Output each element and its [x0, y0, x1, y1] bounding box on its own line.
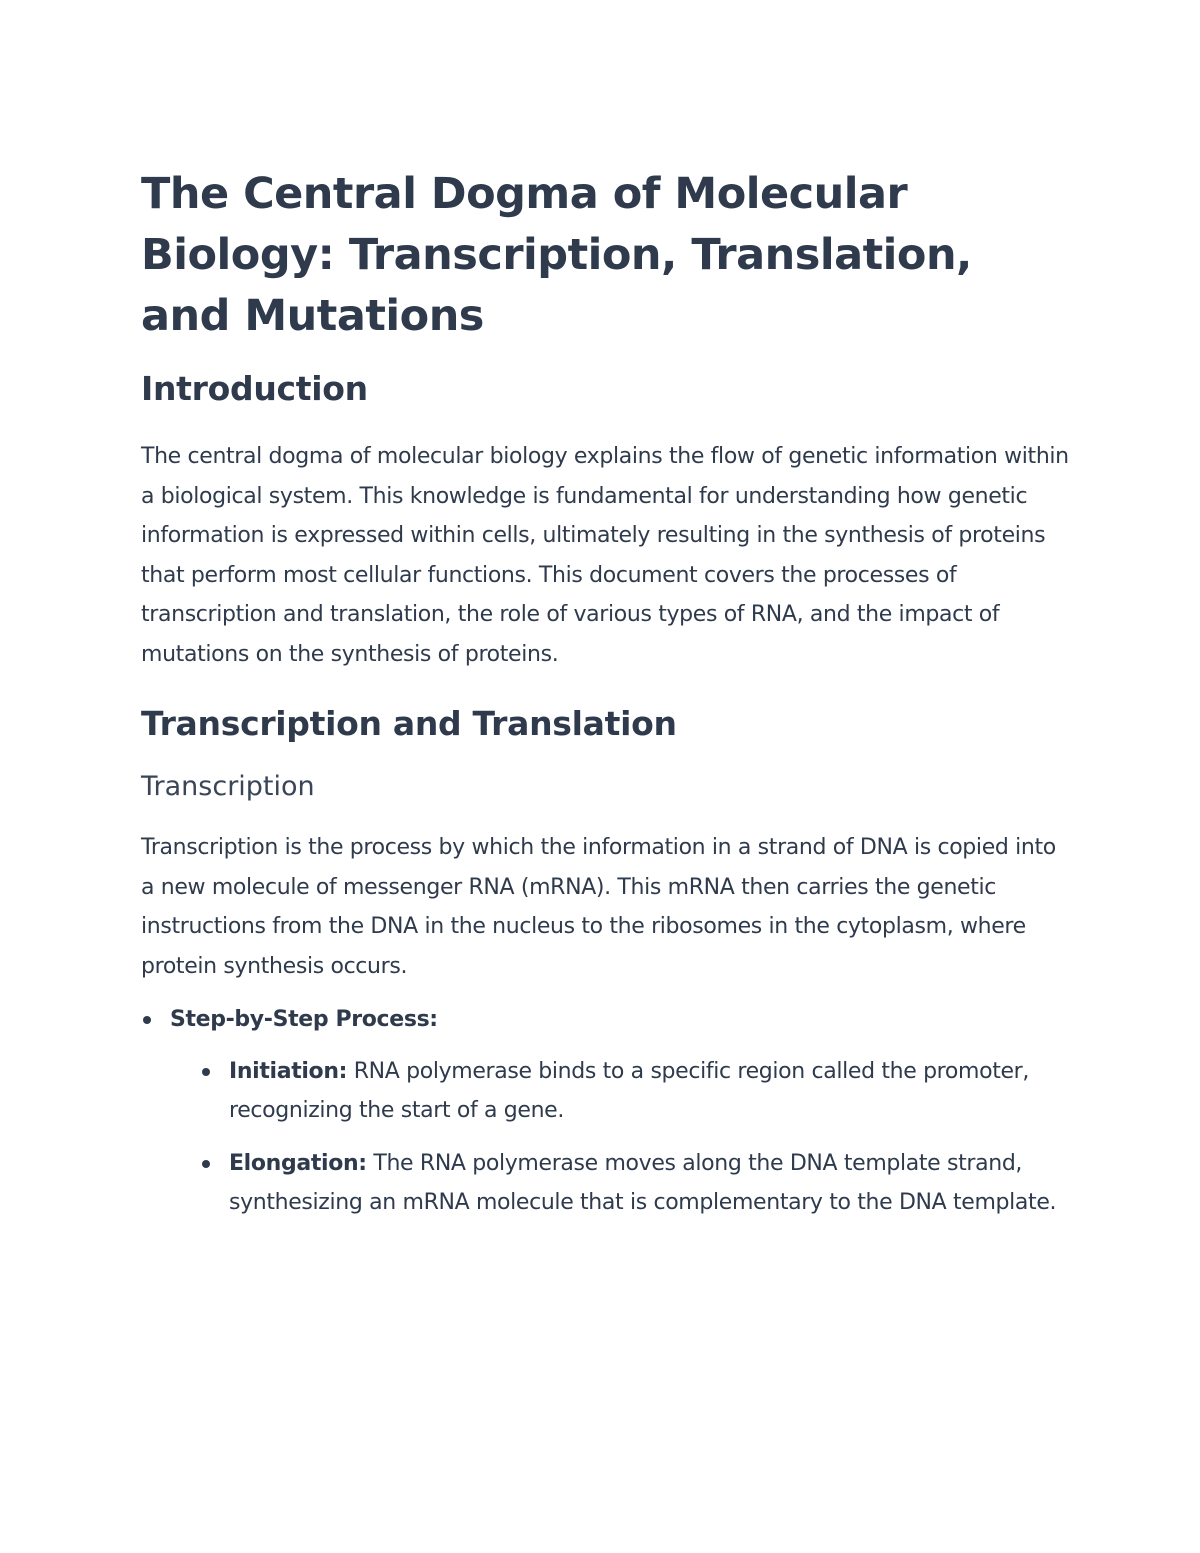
bullet-icon [202, 1160, 210, 1168]
list-item [141, 1000, 1071, 1223]
steps-label: Step-by-Step Process: [170, 1007, 438, 1032]
transcription-translation-heading: Transcription and Translation [141, 704, 677, 743]
bullet-icon [202, 1068, 210, 1076]
steps-list [170, 1052, 1071, 1223]
transcription-subheading: Transcription [141, 771, 315, 802]
introduction-paragraph: The central dogma of molecular biology explains the flow of genetic information within a biological system. This knowledge is fundamental for understanding how genetic information is expressed within cells, ultimately resulting in the synthesis of proteins that perform most cellular functions. This document covers the processes of transcription and translation, the role of various types of RNA, and the impact of mutations on the synthesis of proteins. [141, 444, 1069, 667]
document-title: The Central Dogma of Molecular Biology: Transcription, Translation, and Mutations [141, 169, 972, 341]
step-elongation [200, 1144, 1071, 1223]
introduction-heading: Introduction [141, 369, 368, 408]
step-term: Elongation: [229, 1150, 367, 1176]
step-initiation [200, 1052, 1071, 1131]
transcription-paragraph: Transcription is the process by which the information in a strand of DNA is copied into a new molecule of messenger RNA (mRNA). This mRNA then carries the genetic instructions from the DNA in the nucleus to the ribosomes in the cytoplasm, where protein synthesis occurs. [141, 835, 1056, 979]
step-term: Initiation: [229, 1058, 348, 1084]
document-page [141, 164, 1071, 1236]
process-list [141, 1000, 1071, 1223]
step-text: The RNA polymerase moves along the DNA template strand, synthesizing an mRNA molecule that is complementary to the DNA template. [229, 1150, 1057, 1215]
bullet-icon [143, 1016, 151, 1024]
step-text: RNA polymerase binds to a specific region called the promoter, recognizing the start of a gene. [229, 1058, 1029, 1123]
